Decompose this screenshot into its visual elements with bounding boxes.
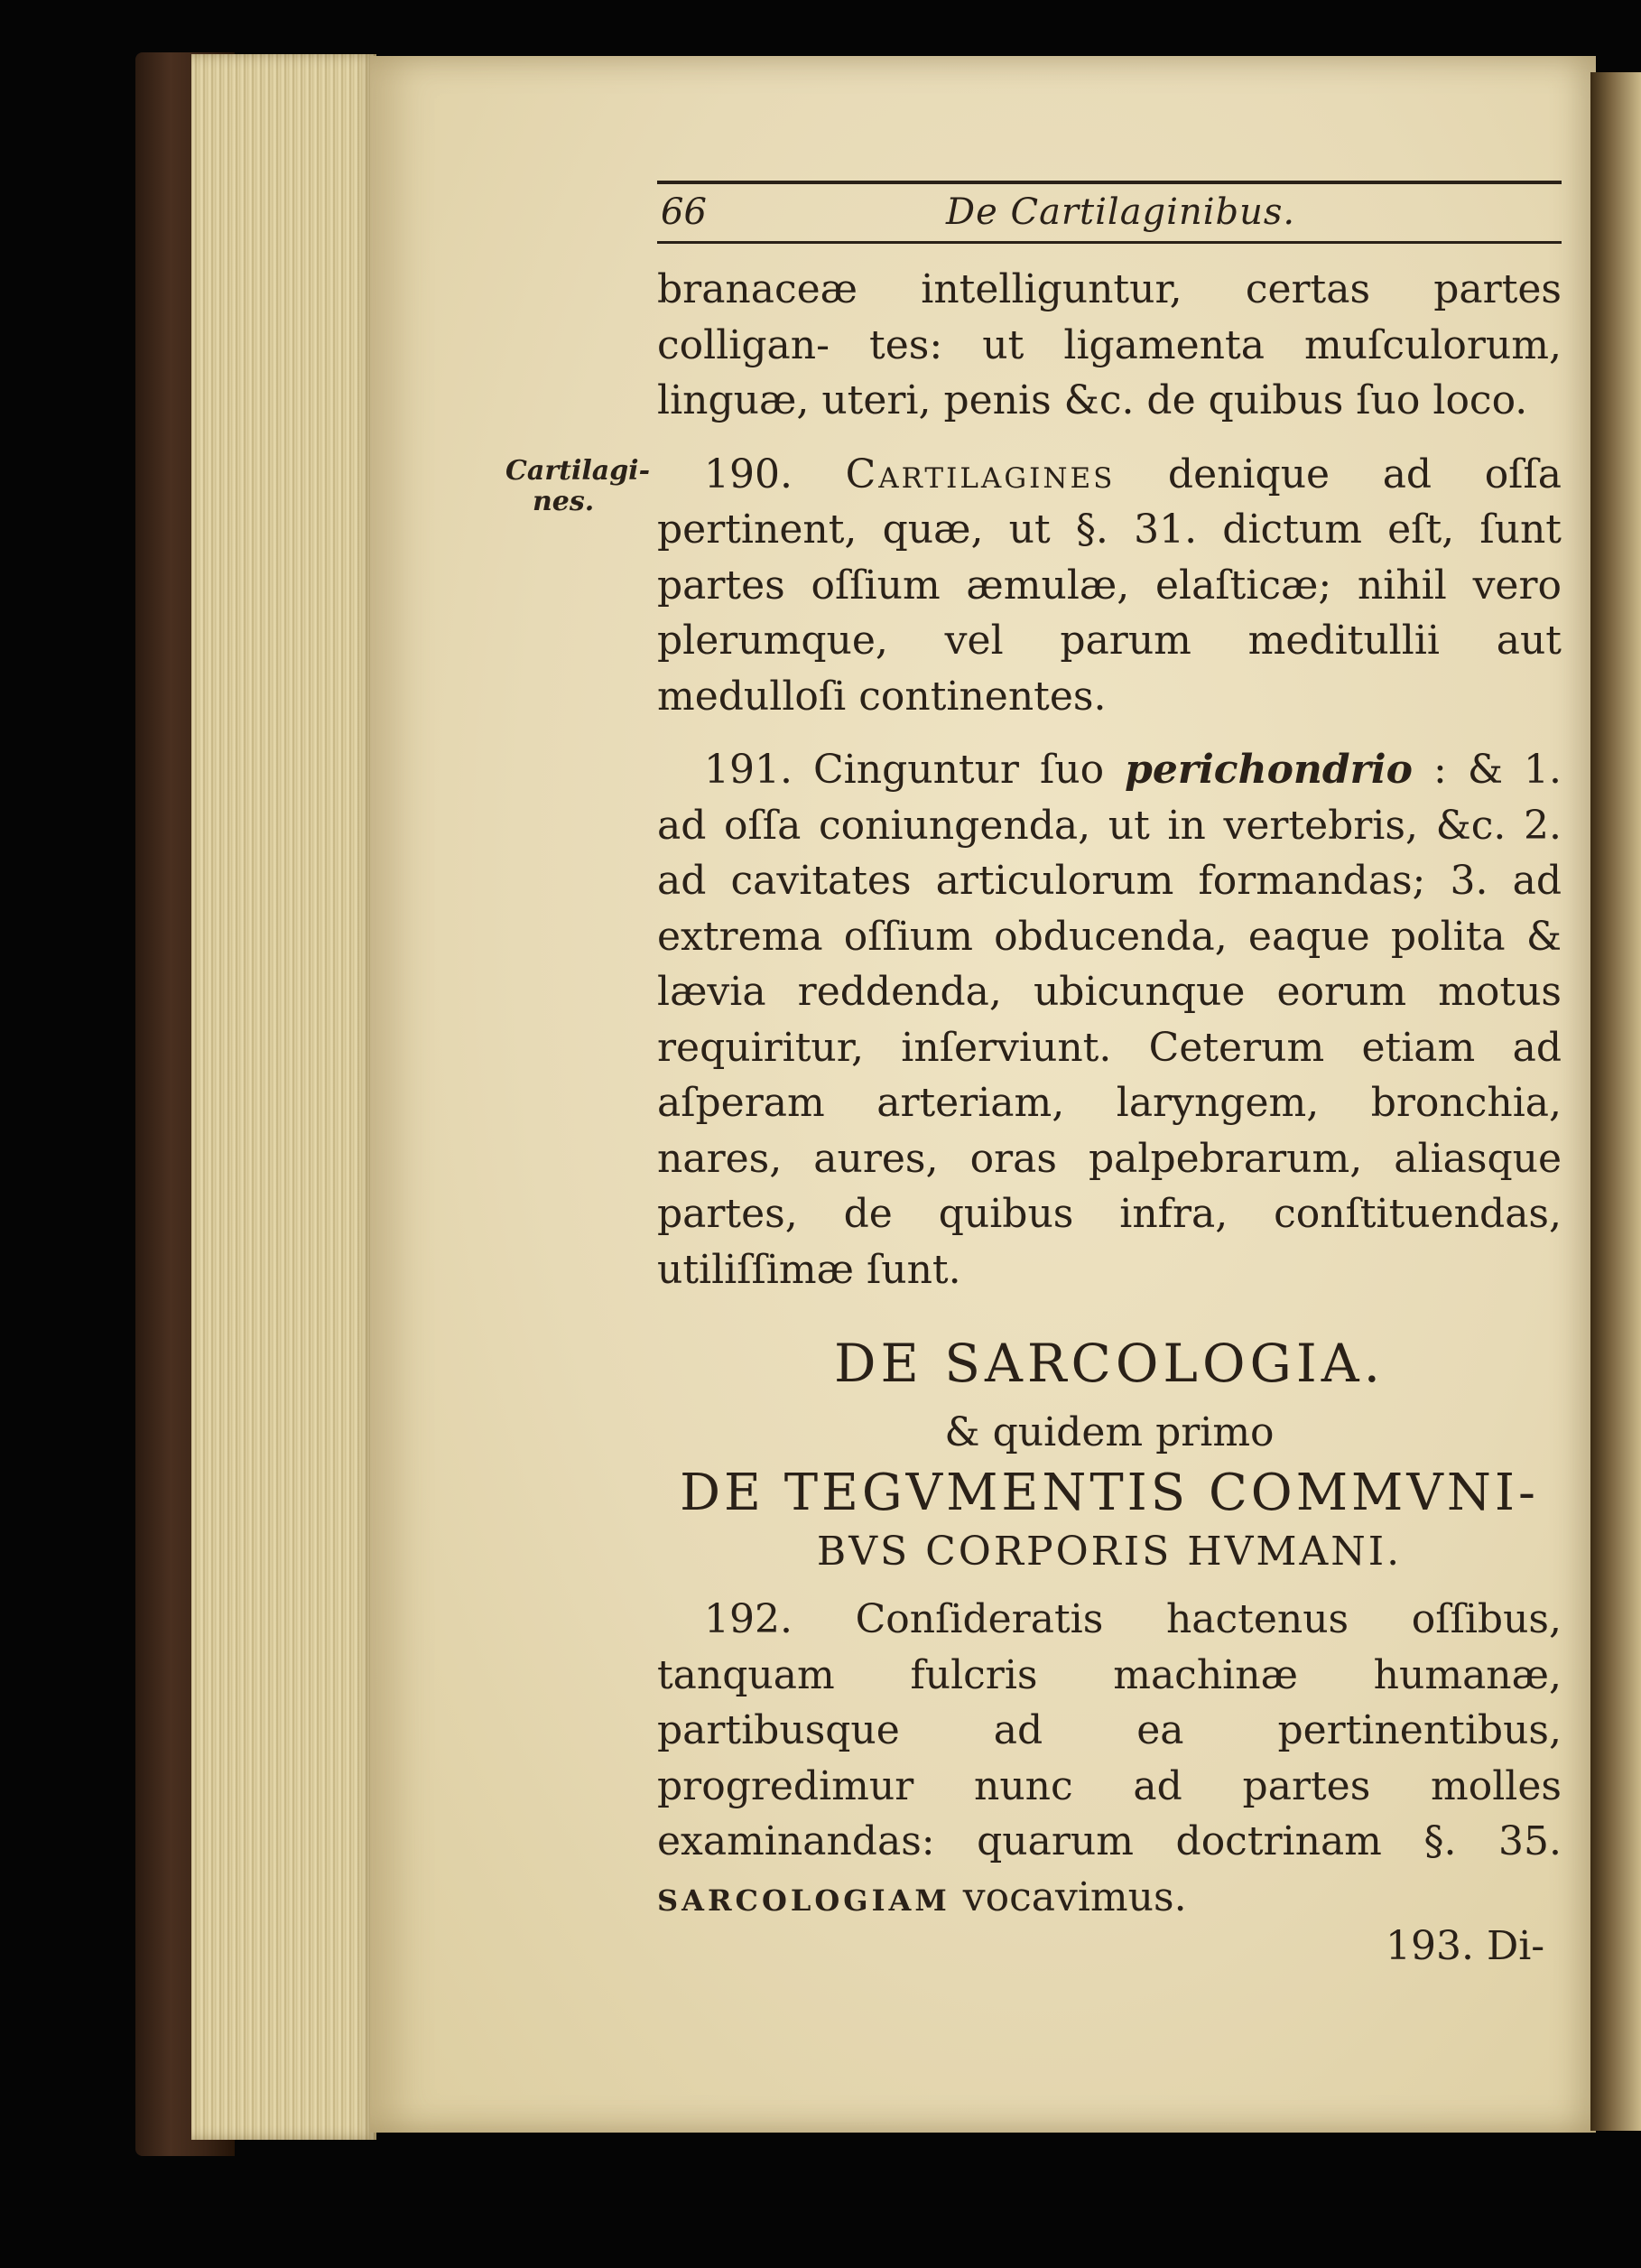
- page-number: 66: [661, 191, 707, 233]
- paragraph-text: : & 1. ad oſſa coniungenda, ut in vertebris, &c. 2. ad cavitates articulorum formandas; 3. ad extrema oſſium obducenda, eaque polita & lævia reddenda, ubicunque eorum motus requiritur, inſerviunt. Ceterum etiam ad aſperam arteriam, laryngem, bronchia, nares, aures, oras palpebrarum, aliasque partes, de quibus infra, conſtituendas, utiliſſimæ ſunt.: [657, 747, 1562, 1293]
- catchword: 193. Di-: [1386, 1923, 1545, 1969]
- header-rule-top: [657, 181, 1562, 184]
- running-head: [657, 181, 1562, 244]
- heading-primo: & quidem primo: [944, 1409, 1275, 1455]
- paragraph-text: denique ad oſſa pertinent, quæ, ut §. 31. dictum eſt, ſunt partes oſſium æmulæ, elaſticæ; nihil vero plerumque, vel parum meditullii aut medulloſi continentes.: [657, 451, 1562, 720]
- paragraph-number: 192.: [704, 1596, 793, 1642]
- paragraph-italic: perichondrio: [1125, 747, 1413, 793]
- body-text: [657, 262, 1562, 1929]
- paragraph-lead: Cartilagines: [845, 451, 1116, 497]
- paragraph-text: Cinguntur ſuo: [792, 747, 1126, 793]
- para-continued-line: branaceæ intelliguntur, certas partes colligan-: [657, 266, 1562, 368]
- paragraph-191: [657, 742, 1562, 1297]
- running-title: De Cartilaginibus.: [946, 191, 1296, 233]
- para-continued: [657, 262, 1562, 429]
- book-gutter: [1590, 72, 1641, 2131]
- paragraph-ref: 35.: [1498, 1818, 1562, 1864]
- margin-note-line1: Cartilagi-: [505, 455, 651, 487]
- paragraph-sarcologiam: SARCOLOGIAM: [657, 1882, 950, 1918]
- paragraph-number: 191.: [704, 747, 793, 793]
- paragraph-number: 190.: [704, 451, 793, 497]
- heading-tegumentis-line1: DE TEGVMENTIS COMMVNI-: [680, 1464, 1539, 1522]
- para-continued-line: penis &c. de quibus ſuo loco.: [943, 377, 1528, 423]
- margin-note: [505, 455, 651, 517]
- paragraph-text: Conſideratis hactenus oſſibus, tanquam fulcris machinæ humanæ, partibusque ad ea pertinentibus, progredimur nunc ad partes molles examinandas: quarum doctrinam §.: [657, 1596, 1562, 1864]
- margin-note-line2: nes.: [533, 486, 595, 517]
- heading-tegumentis-line2: BVS CORPORIS HVMANI.: [816, 1529, 1403, 1575]
- header-rule-bottom: [657, 241, 1562, 244]
- para-continued-line: tes: ut ligamenta muſculorum, linguæ, uteri,: [657, 321, 1562, 423]
- page-edges: [191, 54, 376, 2140]
- paragraph-text: vocavimus.: [950, 1873, 1187, 1920]
- heading-sarcologia: DE SARCOLOGIA.: [833, 1333, 1386, 1394]
- paragraph-192: [657, 1592, 1562, 1929]
- paragraph-190: [657, 447, 1562, 725]
